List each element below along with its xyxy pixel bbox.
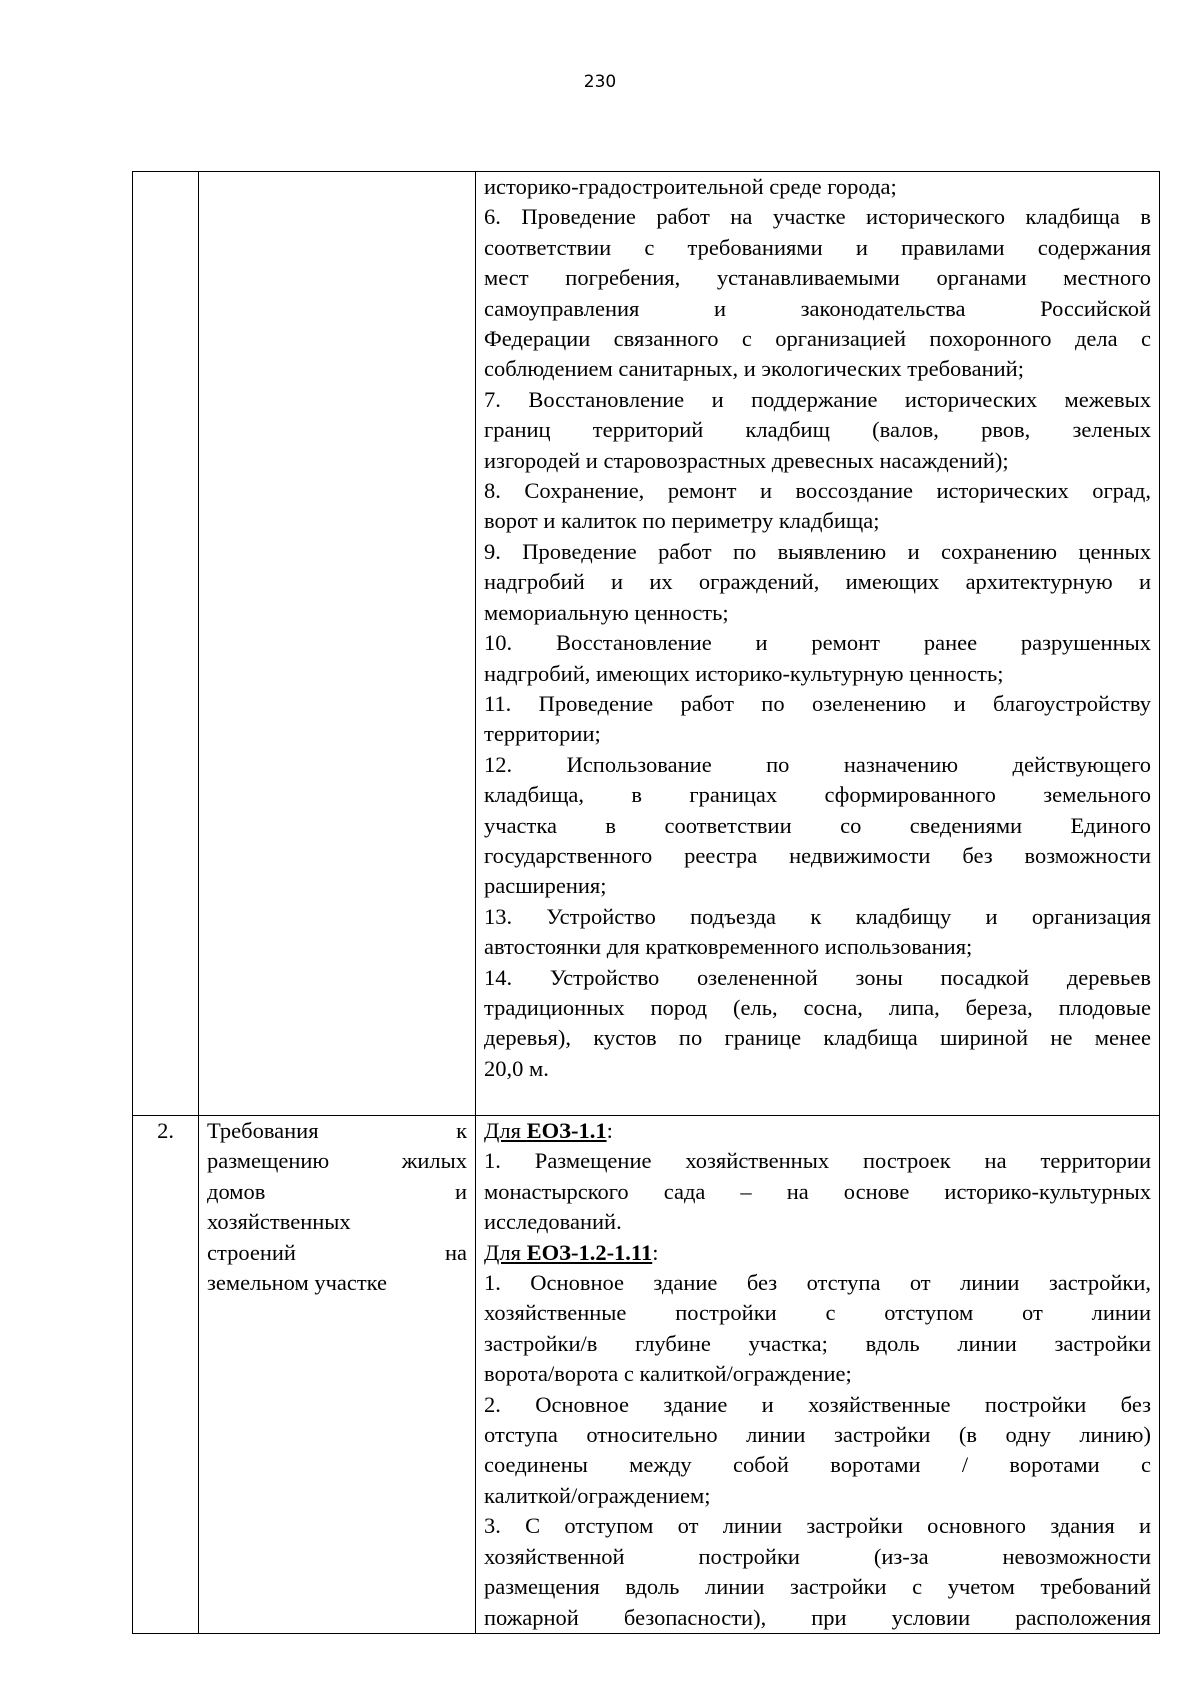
text-line: 7. Восстановление и поддержание исторических межевых xyxy=(484,386,1151,412)
page-number: 230 xyxy=(583,72,617,92)
text-line: 20,0 м. xyxy=(484,1055,549,1081)
text-line: пожарной безопасности), при условии расположения xyxy=(484,1604,1151,1630)
text-line: соответствии с требованиями и правилами содержания xyxy=(484,234,1151,260)
text-line: размещения вдоль линии застройки с учетом требований xyxy=(484,1574,1151,1600)
table-row xyxy=(133,172,1160,1116)
text-line: мест погребения, устанавливаемыми органами местного xyxy=(484,265,1151,291)
text-line: государственного реестра недвижимости без возможности xyxy=(484,842,1151,868)
text-line: территории; xyxy=(484,721,601,747)
text-line: кладбища, в границах сформированного земельного xyxy=(484,782,1151,808)
requirement-title-cell xyxy=(199,1116,476,1634)
text-line: земельном участке xyxy=(207,1270,388,1296)
text-line: 14. Устройство озелененной зоны посадкой деревьев xyxy=(484,964,1151,990)
text-line: надгробий, имеющих историко-культурную ценность; xyxy=(484,660,1004,686)
text-line: Требования к xyxy=(207,1118,467,1143)
text-line: соединены между собой воротами / воротами с xyxy=(484,1452,1151,1478)
text-line: 1. Основное здание без отступа от линии застройки, xyxy=(484,1270,1151,1296)
text-line: самоуправления и законодательства Российской xyxy=(484,295,1151,321)
text-line: 10. Восстановление и ремонт ранее разрушенных xyxy=(484,630,1151,656)
text-line: расширения; xyxy=(484,873,607,899)
text-line: 3. С отступом от линии застройки основного здания и xyxy=(484,1513,1151,1539)
requirement-text-cell xyxy=(476,172,1160,1116)
text-line: исследований. xyxy=(484,1209,622,1235)
text-line: домов и xyxy=(207,1178,467,1204)
text-line: мемориальную ценность; xyxy=(484,599,729,625)
text-line: калиткой/ограждением; xyxy=(484,1482,711,1508)
text-line: хозяйственной постройки (из-за невозможности xyxy=(484,1543,1151,1569)
text-line: 6. Проведение работ на участке исторического кладбища в xyxy=(484,204,1151,230)
text-line: застройки/в глубине участка; вдоль линии застройки xyxy=(484,1330,1151,1356)
text-line: Федерации связанного с организацией похоронного дела с xyxy=(484,326,1151,352)
text-line: 2. Основное здание и хозяйственные постройки без xyxy=(484,1391,1151,1417)
text-line: размещению жилых xyxy=(207,1148,467,1174)
row-number-cell: 2. xyxy=(133,1116,199,1634)
requirement-title-cell xyxy=(199,172,476,1116)
text-line: историко-градостроительной среде города; xyxy=(484,174,897,199)
text-line: монастырского сада – на основе историко-культурных xyxy=(484,1178,1151,1204)
table-row xyxy=(133,1116,1160,1634)
text-line: хозяйственные постройки с отступом от линии xyxy=(484,1300,1151,1326)
text-line: строений на xyxy=(207,1239,467,1265)
text-line: 12. Использование по назначению действующего xyxy=(484,751,1151,777)
text-line: отступа относительно линии застройки (в одну линию) xyxy=(484,1422,1151,1448)
text-line: ворот и калиток по периметру кладбища; xyxy=(484,508,880,534)
text-line: 13. Устройство подъезда к кладбищу и организация xyxy=(484,903,1151,929)
text-line: 8. Сохранение, ремонт и воссоздание исторических оград, xyxy=(484,478,1151,504)
text-line: хозяйственных xyxy=(207,1209,351,1235)
text-line: границ территорий кладбищ (валов, рвов, зеленых xyxy=(484,417,1151,443)
text-line: деревья), кустов по границе кладбища шириной не менее xyxy=(484,1025,1151,1051)
text-line: ворота/ворота с калиткой/ограждение; xyxy=(484,1361,852,1387)
requirement-text-cell xyxy=(476,1116,1160,1634)
text-line: изгородей и старовозрастных древесных насаждений); xyxy=(484,447,1009,473)
text-line: автостоянки для кратковременного использования; xyxy=(484,934,973,960)
row-number-cell xyxy=(133,172,199,1116)
zone-header: Для ЕОЗ-1.2-1.11: xyxy=(484,1239,659,1265)
text-line: 1. Размещение хозяйственных построек на территории xyxy=(484,1148,1151,1174)
text-line: 11. Проведение работ по озеленению и благоустройству xyxy=(484,690,1151,716)
text-line: надгробий и их ограждений, имеющих архитектурную и xyxy=(484,569,1151,595)
regulations-table xyxy=(132,171,1160,1634)
text-line: соблюдением санитарных, и экологических требований; xyxy=(484,356,1024,382)
text-line: 9. Проведение работ по выявлению и сохранению ценных xyxy=(484,538,1151,564)
zone-header: Для ЕОЗ-1.1: xyxy=(484,1118,613,1143)
text-line: традиционных пород (ель, сосна, липа, береза, плодовые xyxy=(484,994,1151,1020)
text-line: участка в соответствии со сведениями Единого xyxy=(484,812,1151,838)
